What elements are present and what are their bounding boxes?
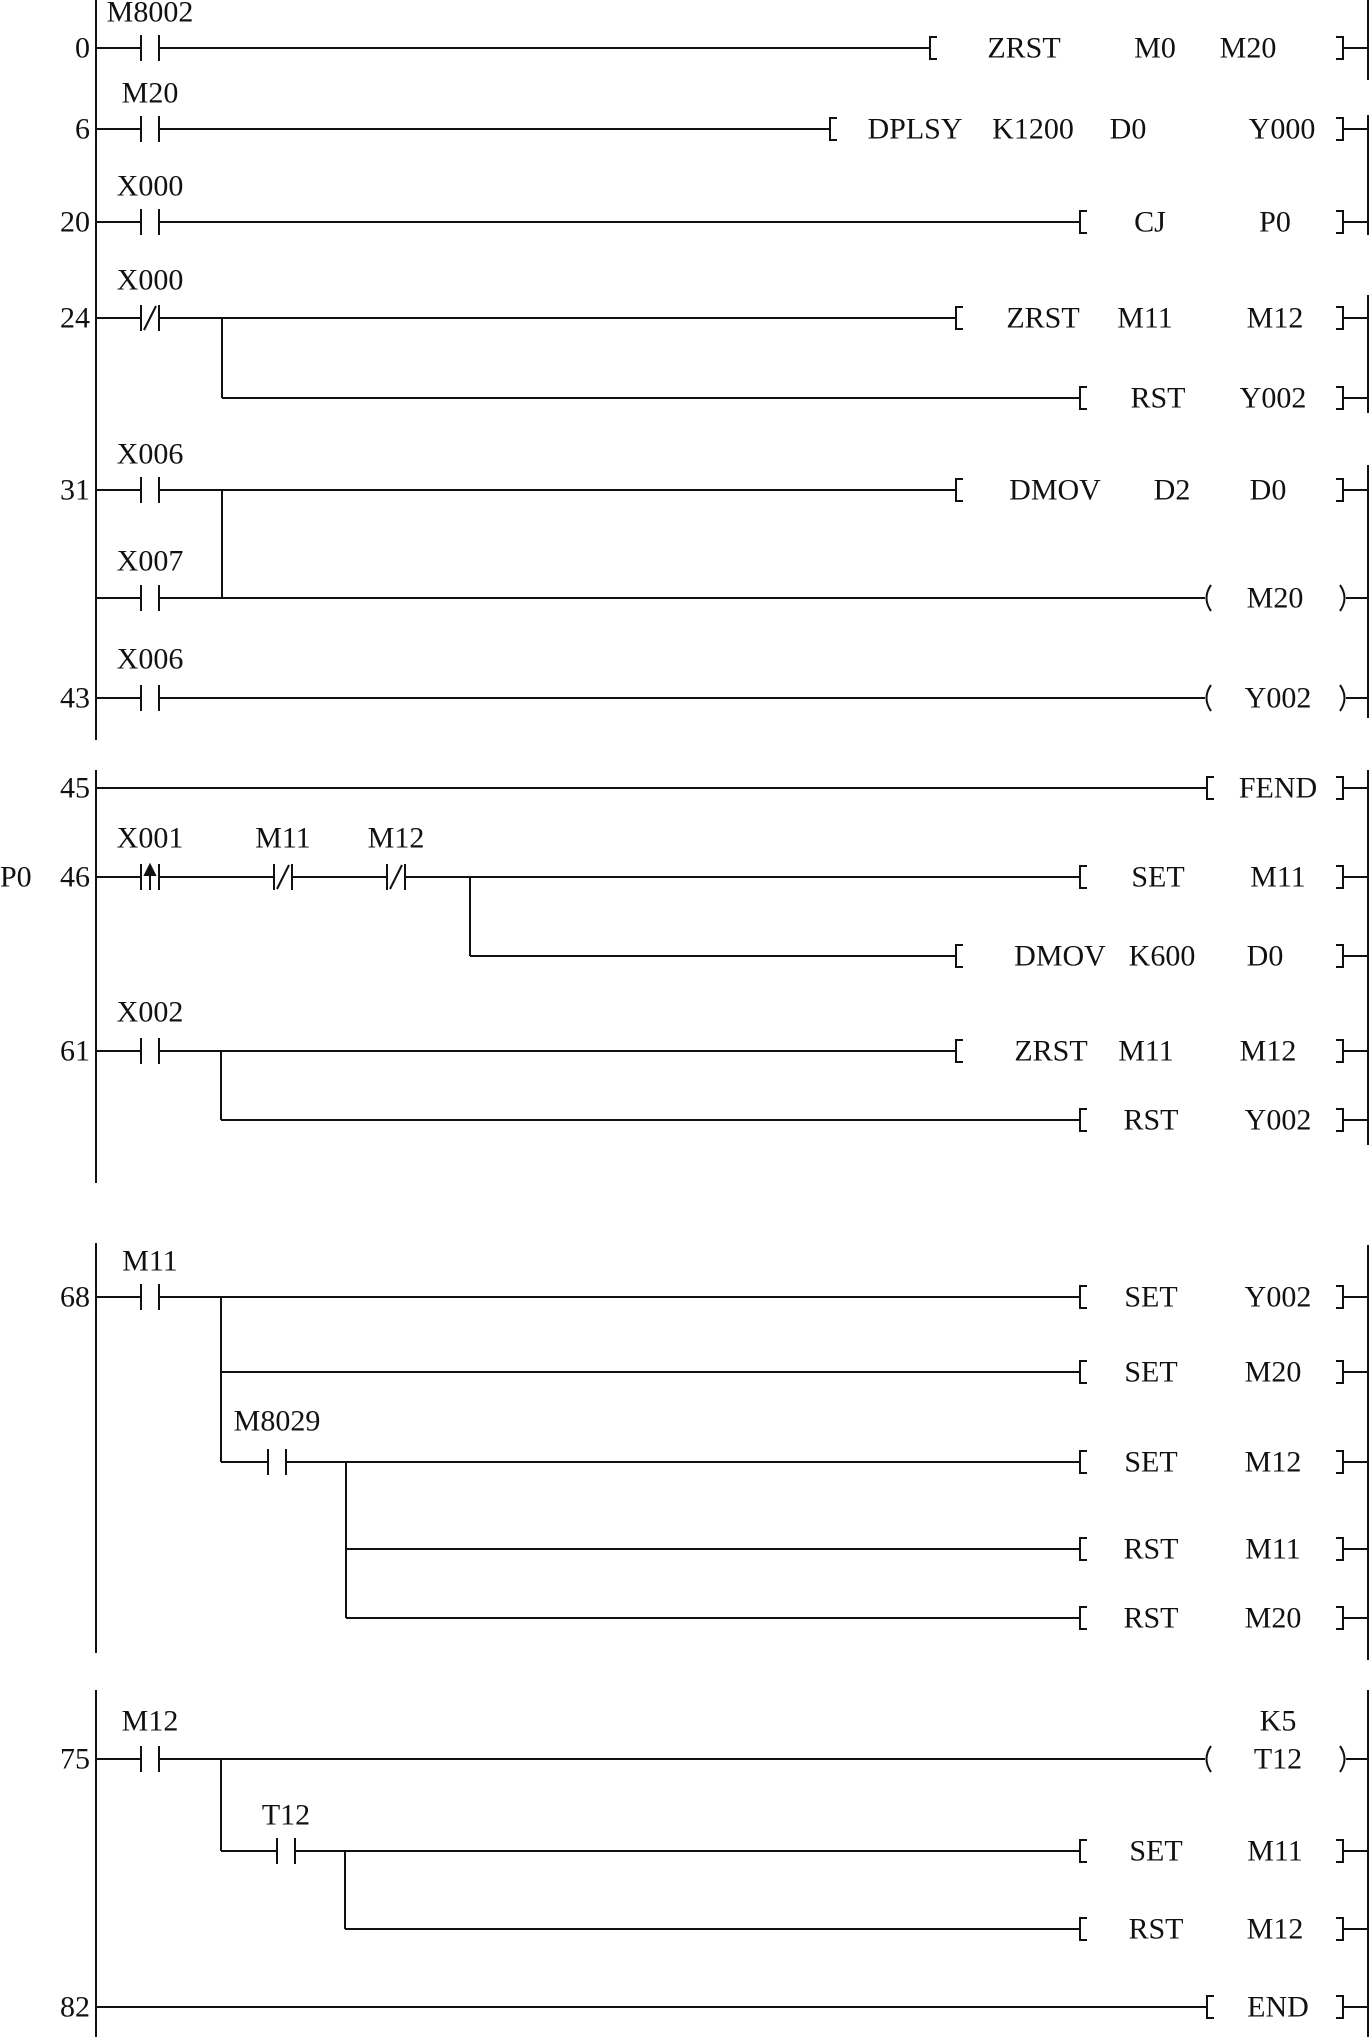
- instruction-arg: ZRST: [1006, 301, 1080, 335]
- instruction-bracket-left: [1080, 387, 1087, 409]
- instruction-arg: M11: [1118, 1034, 1174, 1068]
- instruction-bracket-left: [1207, 1996, 1214, 2018]
- step-number: 6: [75, 112, 90, 146]
- contact-label: T12: [261, 1798, 311, 1832]
- instruction-arg: M11: [1247, 1834, 1303, 1868]
- instruction-arg: D0: [1109, 112, 1147, 146]
- instruction-bracket-right: [1336, 777, 1343, 799]
- step-number: 24: [60, 301, 90, 335]
- instruction-bracket-left: [956, 945, 963, 967]
- instruction-arg: RST: [1123, 1532, 1179, 1566]
- nc-contact: [387, 864, 405, 890]
- instruction-arg: M11: [1117, 301, 1173, 335]
- instruction-bracket-left: [1080, 866, 1087, 888]
- no-contact: [141, 1746, 159, 1772]
- instruction-arg: M0: [1134, 31, 1176, 65]
- instruction-arg: END: [1247, 1990, 1309, 2024]
- pointer-label-p0: P0: [0, 860, 32, 894]
- instruction-bracket-right: [1336, 1918, 1343, 1940]
- no-contact: [141, 35, 159, 61]
- contact-label: X000: [116, 169, 184, 203]
- step-number: 61: [60, 1034, 90, 1068]
- instruction-arg: Y002: [1244, 1280, 1312, 1314]
- instruction-bracket-left: [1207, 777, 1214, 799]
- step-number: 68: [60, 1280, 90, 1314]
- instruction-arg: ZRST: [987, 31, 1061, 65]
- instruction-arg: RST: [1123, 1103, 1179, 1137]
- step-number: 46: [60, 860, 90, 894]
- instruction-bracket-left: [1080, 1109, 1087, 1131]
- coil-paren-right: [1340, 1746, 1345, 1772]
- instruction-arg: D0: [1249, 473, 1287, 507]
- instruction-bracket-left: [1080, 1286, 1087, 1308]
- nc-contact: [274, 864, 292, 890]
- instruction-bracket-left: [1080, 1840, 1087, 1862]
- instruction-arg: FEND: [1238, 771, 1318, 805]
- instruction-arg: K600: [1128, 939, 1196, 973]
- step-number: 75: [60, 1742, 90, 1776]
- instruction-bracket-left: [956, 479, 963, 501]
- instruction-bracket-left: [830, 118, 837, 140]
- instruction-arg: M12: [1239, 1034, 1297, 1068]
- coil-paren-right: [1340, 585, 1345, 611]
- instruction-bracket-right: [1336, 1040, 1343, 1062]
- instruction-arg: K1200: [992, 112, 1074, 146]
- instruction-arg: DMOV: [1014, 939, 1106, 973]
- instruction-bracket-left: [956, 307, 963, 329]
- instruction-bracket-right: [1336, 307, 1343, 329]
- instruction-bracket-right: [1336, 1109, 1343, 1131]
- step-number: 45: [60, 771, 90, 805]
- step-number: 20: [60, 205, 90, 239]
- instruction-arg: M12: [1244, 1445, 1302, 1479]
- instruction-arg: Y000: [1248, 112, 1316, 146]
- instruction-arg: M12: [1246, 301, 1304, 335]
- instruction-bracket-right: [1336, 387, 1343, 409]
- instruction-bracket-left: [1080, 1361, 1087, 1383]
- instruction-arg: RST: [1128, 1912, 1184, 1946]
- step-number: 82: [60, 1990, 90, 2024]
- contact-label: M12: [121, 1704, 179, 1738]
- instruction-arg: SET: [1131, 860, 1185, 894]
- instruction-bracket-right: [1336, 1451, 1343, 1473]
- instruction-bracket-left: [1080, 1918, 1087, 1940]
- instruction-arg: RST: [1130, 381, 1186, 415]
- instruction-arg: CJ: [1134, 205, 1166, 239]
- instruction-arg: M20: [1244, 1601, 1302, 1635]
- instruction-bracket-left: [1080, 211, 1087, 233]
- instruction-bracket-right: [1336, 211, 1343, 233]
- contact-label: X002: [116, 995, 184, 1029]
- contact-label: X001: [116, 821, 184, 855]
- rising-edge-contact: [141, 864, 159, 890]
- contact-label: X006: [116, 437, 184, 471]
- instruction-arg: Y002: [1239, 381, 1307, 415]
- instruction-arg: SET: [1124, 1355, 1178, 1389]
- coil-name: T12: [1253, 1742, 1303, 1776]
- instruction-arg: DPLSY: [867, 112, 963, 146]
- instruction-arg: M12: [1246, 1912, 1304, 1946]
- instruction-arg: ZRST: [1014, 1034, 1088, 1068]
- no-contact: [141, 477, 159, 503]
- no-contact: [141, 1284, 159, 1310]
- instruction-arg: M11: [1245, 1532, 1301, 1566]
- instruction-bracket-right: [1336, 866, 1343, 888]
- contact-label: M12: [367, 821, 425, 855]
- instruction-bracket-left: [1080, 1607, 1087, 1629]
- instruction-bracket-right: [1336, 1996, 1343, 2018]
- no-contact: [141, 209, 159, 235]
- contact-label: M11: [122, 1244, 178, 1278]
- instruction-bracket-left: [1080, 1451, 1087, 1473]
- contact-label: M20: [121, 76, 179, 110]
- contact-label: X007: [116, 544, 184, 578]
- no-contact: [141, 585, 159, 611]
- contact-label: X000: [116, 263, 184, 297]
- no-contact: [141, 1038, 159, 1064]
- instruction-bracket-right: [1336, 945, 1343, 967]
- no-contact: [141, 116, 159, 142]
- instruction-bracket-right: [1336, 479, 1343, 501]
- instruction-bracket-left: [930, 37, 937, 59]
- instruction-arg: SET: [1124, 1280, 1178, 1314]
- instruction-bracket-right: [1336, 1840, 1343, 1862]
- no-contact: [141, 685, 159, 711]
- instruction-arg: SET: [1129, 1834, 1183, 1868]
- instruction-arg: SET: [1124, 1445, 1178, 1479]
- instruction-bracket-left: [1080, 1538, 1087, 1560]
- contact-label: M8002: [106, 0, 194, 29]
- step-number: 43: [60, 681, 90, 715]
- instruction-arg: M20: [1244, 1355, 1302, 1389]
- instruction-bracket-right: [1336, 1607, 1343, 1629]
- instruction-arg: M20: [1219, 31, 1277, 65]
- no-contact: [277, 1838, 295, 1864]
- instruction-bracket-left: [956, 1040, 963, 1062]
- contact-label: X006: [116, 642, 184, 676]
- timer-preset: K5: [1259, 1704, 1297, 1738]
- instruction-bracket-right: [1336, 1286, 1343, 1308]
- instruction-bracket-right: [1336, 37, 1343, 59]
- instruction-arg: Y002: [1244, 1103, 1312, 1137]
- instruction-bracket-right: [1336, 1538, 1343, 1560]
- coil-name: Y002: [1244, 681, 1312, 715]
- coil-name: M20: [1246, 581, 1304, 615]
- nc-contact: [141, 305, 159, 331]
- instruction-bracket-right: [1336, 118, 1343, 140]
- instruction-arg: DMOV: [1009, 473, 1101, 507]
- step-number: 0: [75, 31, 90, 65]
- instruction-arg: P0: [1259, 205, 1291, 239]
- instruction-arg: D0: [1246, 939, 1284, 973]
- contact-label: M8029: [233, 1404, 321, 1438]
- coil-paren-left: [1207, 1746, 1212, 1772]
- coil-paren-right: [1340, 685, 1345, 711]
- contact-label: M11: [255, 821, 311, 855]
- instruction-bracket-right: [1336, 1361, 1343, 1383]
- coil-paren-left: [1207, 685, 1212, 711]
- instruction-arg: RST: [1123, 1601, 1179, 1635]
- step-number: 31: [60, 473, 90, 507]
- instruction-arg: M11: [1250, 860, 1306, 894]
- instruction-arg: D2: [1153, 473, 1191, 507]
- ladder-wires: [96, 0, 1368, 2037]
- coil-paren-left: [1207, 585, 1212, 611]
- no-contact: [268, 1449, 286, 1475]
